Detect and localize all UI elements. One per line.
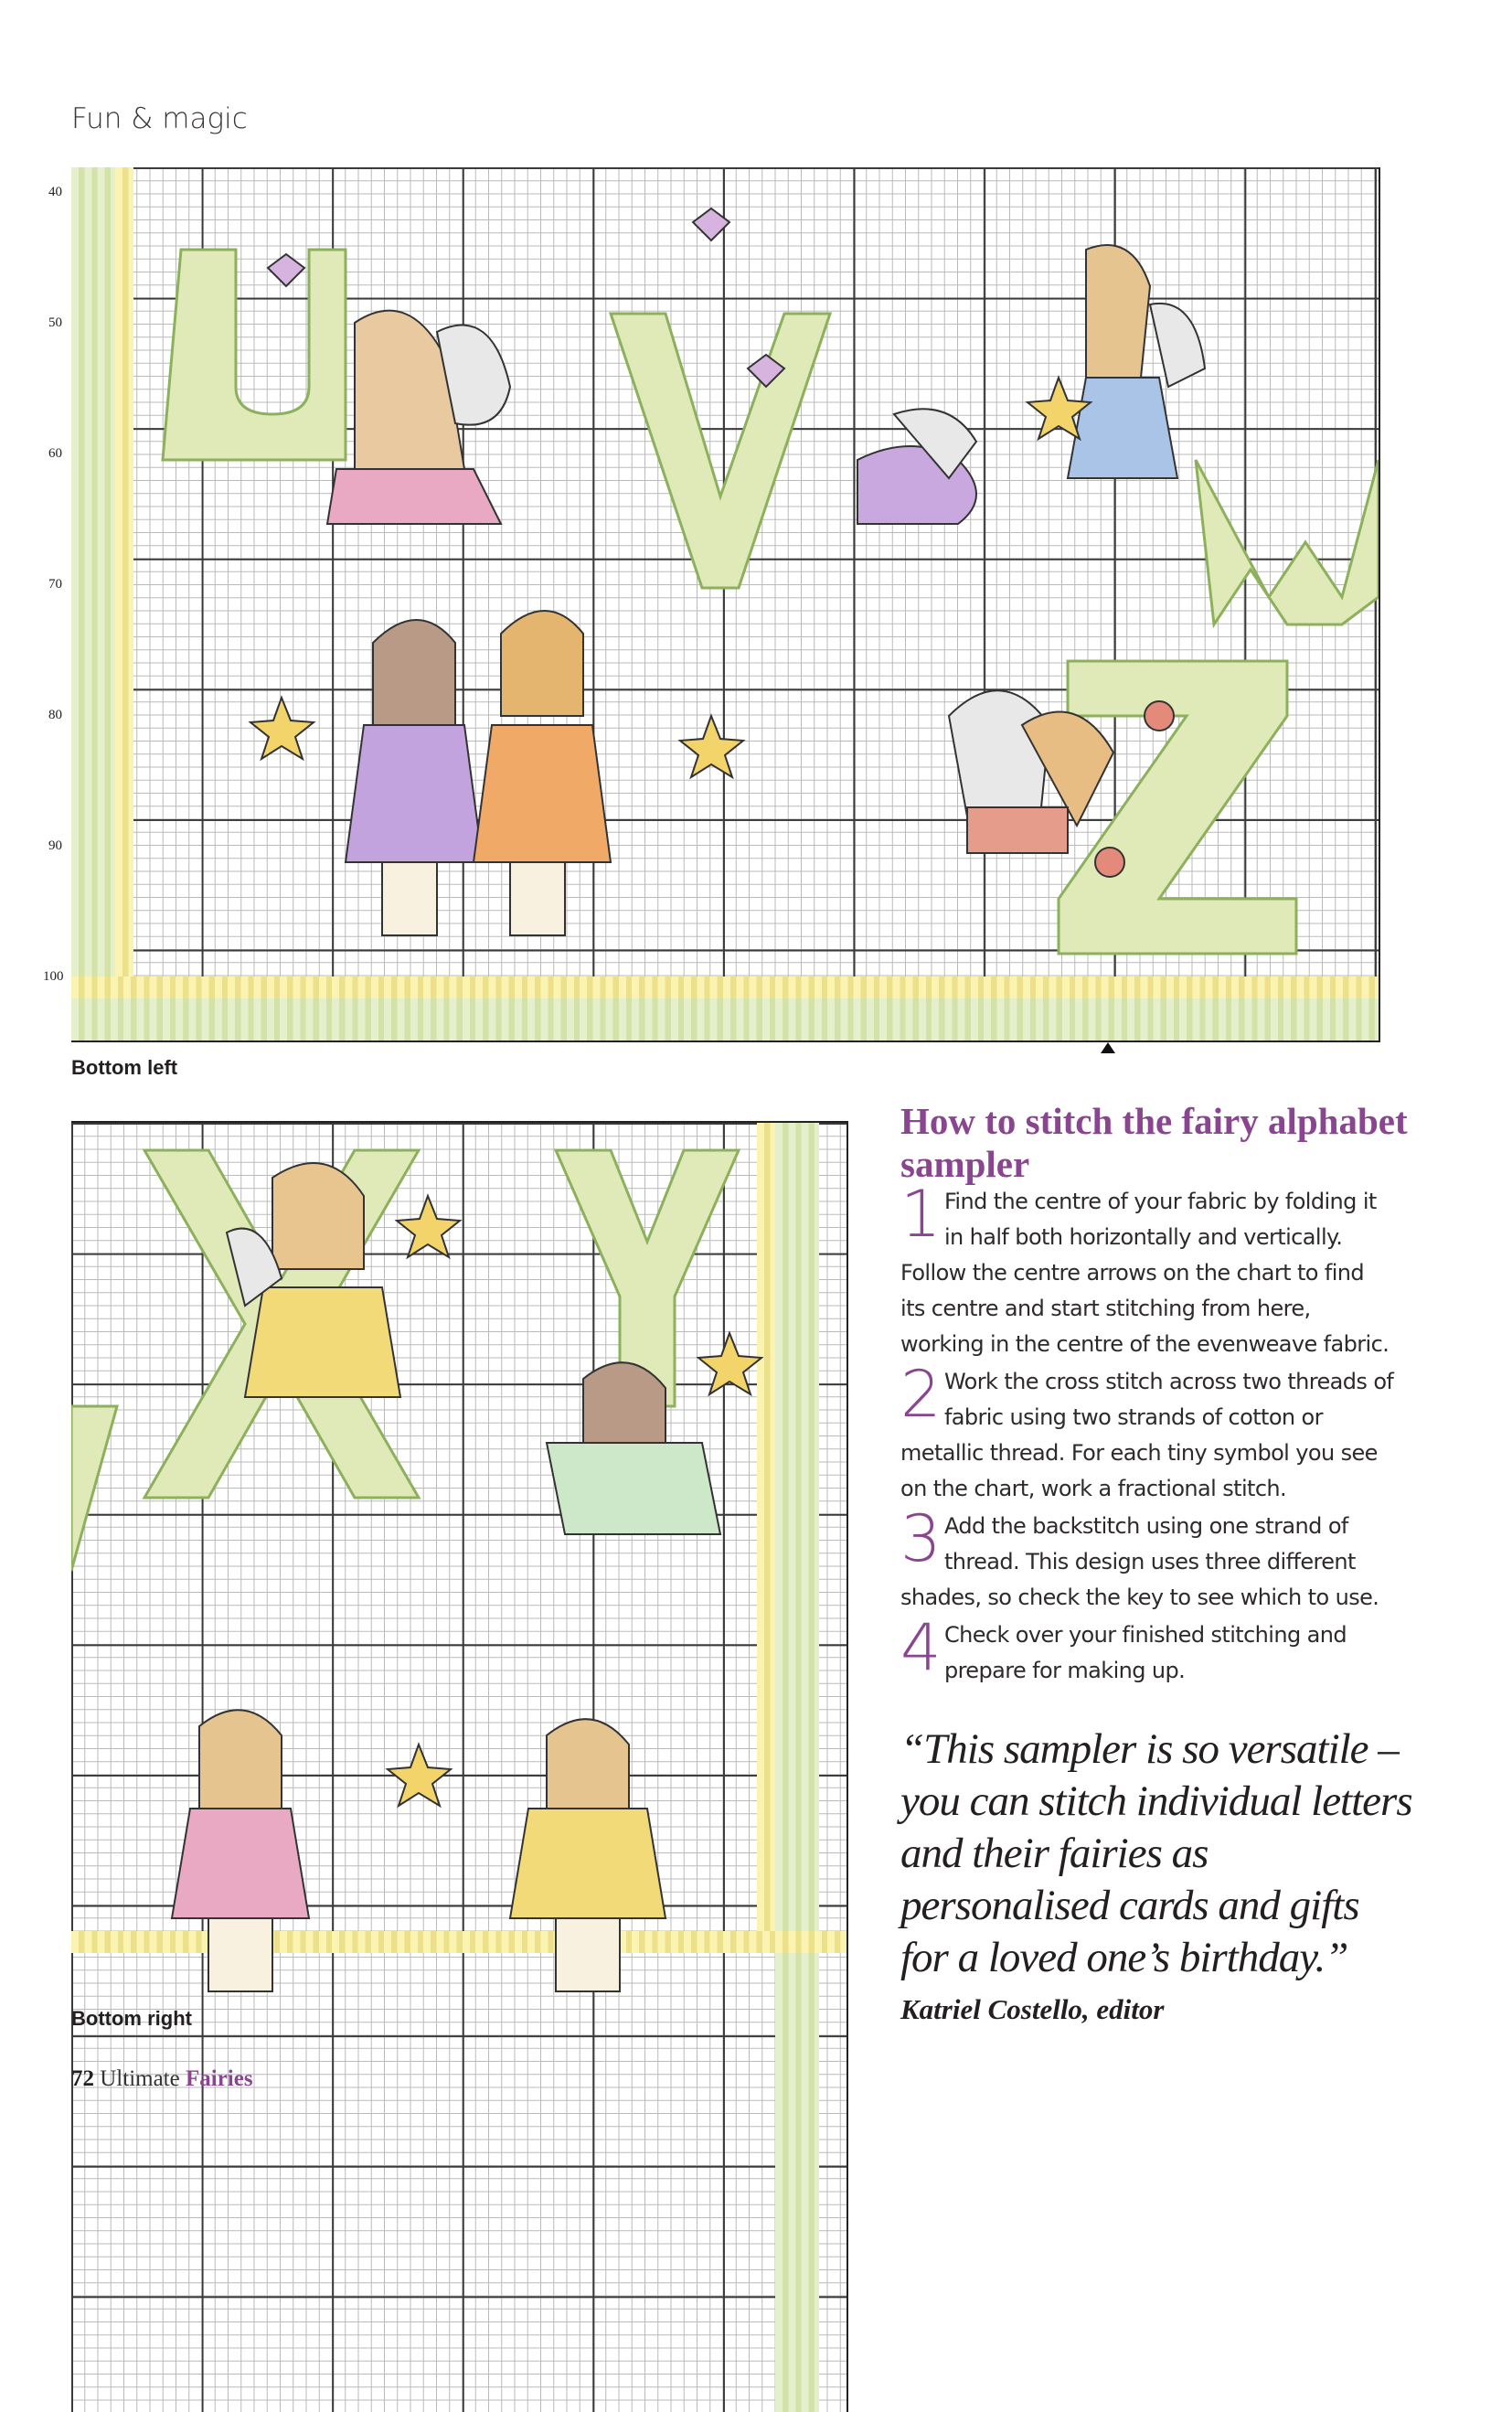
page-number: 72 — [71, 2066, 94, 2091]
star-motif — [698, 1333, 761, 1394]
row-number: 70 — [48, 577, 62, 592]
row-number: 60 — [48, 446, 62, 461]
star-motif — [680, 716, 743, 777]
step-3 — [900, 1501, 1394, 1616]
chart-caption-bottom-left: Bottom left — [71, 1056, 178, 1079]
row-number: 40 — [48, 185, 62, 199]
step-number: 2 — [900, 1357, 941, 1432]
letter-v — [611, 314, 830, 588]
section-label: Fun & magic — [71, 102, 248, 135]
pull-quote: “This sampler is so versatile – you can stitch individual letters and their fairies as personalised cards and gifts for a loved one’s birthday.” — [900, 1725, 1412, 1981]
step-4 — [900, 1610, 1394, 1689]
fairy-green-flying — [547, 1362, 720, 1534]
quote-attribution: Katriel Costello, editor — [900, 1993, 1165, 2025]
step-text: Work the cross stitch across two threads of fabric using two strands of cotton or metallic thread. For each tiny symbol you see on the chart, work a fractional stitch. — [900, 1369, 1394, 1501]
page-footer — [71, 2066, 253, 2092]
ladybird-motif — [1095, 848, 1124, 877]
row-number: 50 — [48, 315, 62, 330]
row-number: 100 — [43, 969, 64, 984]
step-2 — [900, 1357, 1394, 1507]
letter-partial — [71, 1406, 117, 1571]
howto-steps — [900, 1177, 1394, 1691]
fairy-purple-dress — [346, 620, 483, 935]
step-1 — [900, 1177, 1394, 1362]
fairy-pink-sitting — [327, 311, 510, 524]
star-motif — [397, 1196, 460, 1257]
row-number: 90 — [48, 838, 62, 853]
chart-caption-bottom-right: Bottom right — [71, 2007, 192, 2030]
ladybird-motif — [1145, 701, 1174, 731]
fairy-purple-lying — [857, 409, 976, 524]
chart-motifs-right — [71, 1123, 847, 2412]
fairy-blue-standing — [1068, 245, 1205, 478]
step-text: Find the centre of your fabric by folding it in half both horizontally and vertically. Follow the centre arrows on the chart to find its centre and start stitching from here, working in the centre of the evenweave fabric. — [900, 1189, 1390, 1357]
step-text: Check over your finished stitching and prepare for making up. — [943, 1622, 1347, 1683]
row-number: 80 — [48, 708, 62, 722]
butterfly-motif — [693, 208, 729, 240]
chart-motifs — [71, 167, 1379, 1041]
centre-arrow-icon — [1101, 1042, 1115, 1053]
star-motif — [388, 1745, 451, 1806]
magazine-title-part1: Ultimate — [100, 2066, 180, 2091]
step-number: 1 — [900, 1177, 941, 1252]
howto-title: How to stitch the fairy alphabet sampler — [900, 1100, 1408, 1185]
cross-stitch-chart-bottom-left — [71, 167, 1380, 1042]
magazine-title-part2: Fairies — [185, 2066, 253, 2091]
step-text: Add the backstitch using one strand of thread. This design uses three different shades, so check the key to see which to use. — [900, 1513, 1379, 1610]
letter-u — [163, 250, 346, 460]
cross-stitch-chart-bottom-right — [71, 1121, 848, 2412]
letter-z — [1059, 661, 1296, 954]
star-motif — [250, 698, 314, 759]
fairy-yellow-standing — [510, 1719, 665, 1991]
fairy-pink-standing — [172, 1710, 309, 1991]
fairy-orange-dress — [474, 611, 611, 935]
step-number: 3 — [900, 1501, 941, 1576]
butterfly-motif — [268, 254, 304, 286]
letter-w — [1196, 460, 1379, 624]
step-number: 4 — [900, 1610, 941, 1685]
